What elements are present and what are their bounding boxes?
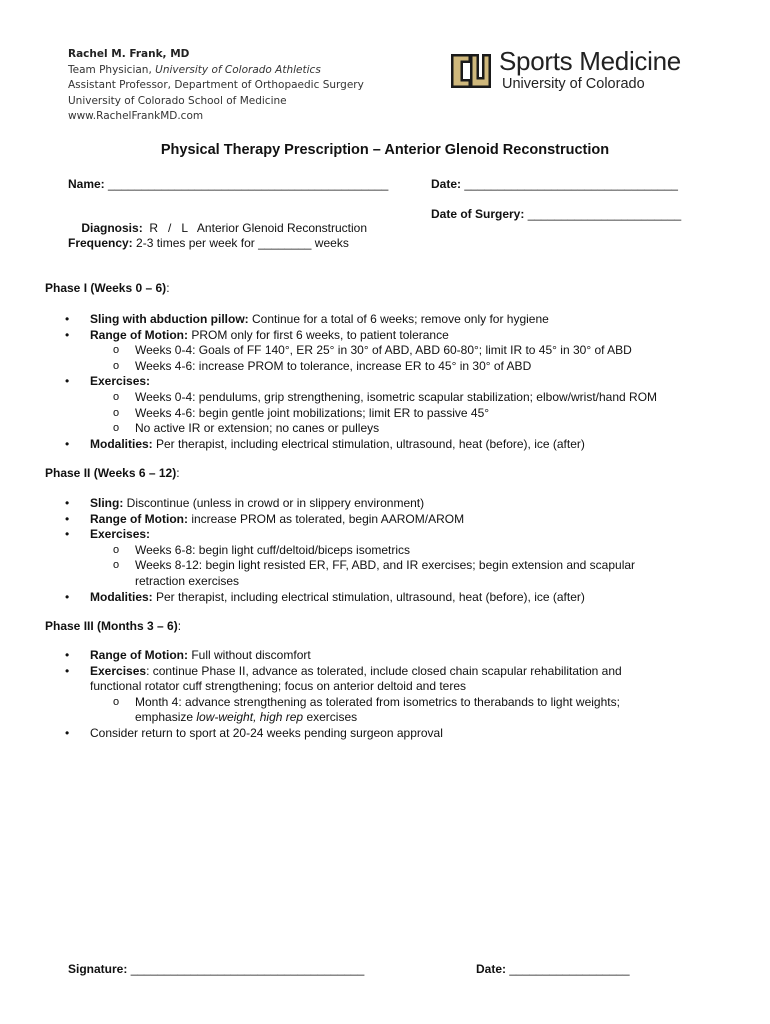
phase-2-heading [45,466,180,480]
rom-label: Range of Motion: [90,511,188,526]
physician-info [68,47,364,125]
name-label: Name: [68,177,105,191]
team-physician-label: Team Physician, [68,63,156,76]
month-4-suffix: exercises [303,710,358,725]
phase-1-heading [45,281,170,295]
modalities-label: Modalities: [90,436,153,451]
name-blank[interactable]: __________________________________________ [108,177,389,191]
phase-3-list [45,648,685,742]
name-field[interactable] [68,177,388,191]
phase-2-title: Phase II (Weeks 6 – 12) [45,466,177,480]
exercises-label: Exercises [90,663,147,678]
phase-2-list [45,496,685,605]
sling-text: Continue for a total of 6 weeks; remove only for hygiene [248,312,549,326]
physician-name: Rachel M. Frank, MD [68,48,190,60]
list-item [90,695,655,726]
frequency-value[interactable]: 2-3 times per week for ________ weeks [136,236,349,250]
date-field[interactable] [431,177,678,191]
list-item [45,648,685,664]
list-item [45,527,685,589]
sports-medicine-logo [448,47,706,95]
sling-label: Sling with abduction pillow: [90,312,249,326]
month-4-emphasis: low-weight, high rep [196,710,304,725]
month-4-text: Month 4: advance strengthening as tolerated from isometrics to therabands to light weights; emphasize [135,694,620,725]
surgery-date-blank[interactable]: _______________________ [527,207,682,221]
modalities-text: Per therapist, including electrical stimulation, ultrasound, heat (before), ice (after) [152,436,585,451]
list-item [45,312,685,328]
sling-label: Sling: [90,496,124,510]
physician-title [68,63,364,79]
list-item: o Weeks 6-8: begin light cuff/deltoid/biceps isometrics [90,543,685,559]
list-item [45,437,685,453]
physician-website: www.RachelFrankMD.com [68,110,204,123]
cu-logo-icon [448,49,494,93]
date-label: Date: [431,177,462,191]
signature-date-field[interactable] [476,962,630,976]
list-item [45,664,655,726]
rom-sublist [90,343,685,374]
list-item [45,512,685,528]
sling-text: Discontinue (unless in crowd or in slippery environment) [123,496,425,510]
diagnosis-value: R / L Anterior Glenoid Reconstruction [149,221,368,235]
diagnosis-label: Diagnosis: [81,221,143,235]
exercises-label: Exercises: [90,527,151,542]
rom-label: Range of Motion: [90,327,188,342]
phase-3-title: Phase III (Months 3 – 6) [45,619,178,633]
list-item [45,590,685,606]
signature-date-blank[interactable]: __________________ [509,962,630,976]
list-item: o Weeks 8-12: begin light resisted ER, FF, ABD, and IR exercises; begin extension and scapular retraction exercises [90,558,675,589]
list-item [45,328,685,375]
signature-date-label: Date: [476,962,507,976]
phase-1-colon: : [166,281,170,295]
signature-label: Signature: [68,962,128,976]
list-item [45,374,685,436]
modalities-label: Modalities: [90,589,153,604]
rom-text: Full without discomfort [187,648,311,662]
list-item: o Weeks 4-6: increase PROM to tolerance, increase ER to 45° in 30° of ABD [90,359,685,375]
list-item [45,496,685,512]
exercises-sublist [90,543,685,590]
phase-1-list [45,312,685,452]
document-title: Physical Therapy Prescription – Anterior Glenoid Reconstruction [160,142,610,158]
exercises-sublist [90,695,655,726]
athletics-name: University of Colorado Athletics [155,63,321,76]
date-blank[interactable]: ________________________________ [464,177,678,191]
rom-label: Range of Motion: [90,648,188,662]
surgery-date-field[interactable] [431,207,681,221]
exercises-sublist [90,390,685,437]
list-item: o Weeks 4-6: begin gentle joint mobilizations; limit ER to passive 45° [90,406,685,422]
rom-text: increase PROM as tolerated, begin AAROM/AROM [187,511,465,526]
list-item: o Weeks 0-4: Goals of FF 140°, ER 25° in 30° of ABD, ABD 60-80°; limit IR to 45° in 30° of ABD [90,343,685,359]
phase-3-heading [45,619,181,633]
logo-title: Sports Medicine [499,46,681,76]
list-item: o Weeks 0-4: pendulums, grip strengthening, isometric scapular stabilization; elbow/wrist/hand ROM [90,390,685,406]
phase-1-title: Phase I (Weeks 0 – 6) [45,281,167,295]
surgery-date-label: Date of Surgery: [431,207,525,221]
list-item: • Consider return to sport at 20-24 weeks pending surgeon approval [45,726,685,742]
logo-subtitle: University of Colorado [502,76,645,92]
physician-school: University of Colorado School of Medicine [68,94,287,107]
physician-position: Assistant Professor, Department of Orthopaedic Surgery [68,79,364,92]
rom-text: PROM only for first 6 weeks, to patient tolerance [187,327,449,342]
exercises-text: : continue Phase II, advance as tolerated, include closed chain scapular rehabilitation and functional rotator cuff strengthening; focus on anterior deltoid and teres [90,663,622,694]
exercises-label: Exercises: [90,374,151,389]
list-item: o No active IR or extension; no canes or pulleys [90,421,685,437]
signature-blank[interactable]: ___________________________________ [130,962,365,976]
frequency-label: Frequency: [68,236,133,250]
phase-2-colon: : [176,466,180,480]
modalities-text: Per therapist, including electrical stimulation, ultrasound, heat (before), ice (after) [152,589,585,604]
frequency-field[interactable] [68,236,349,250]
signature-field[interactable] [68,962,364,976]
phase-3-colon: : [177,619,182,633]
